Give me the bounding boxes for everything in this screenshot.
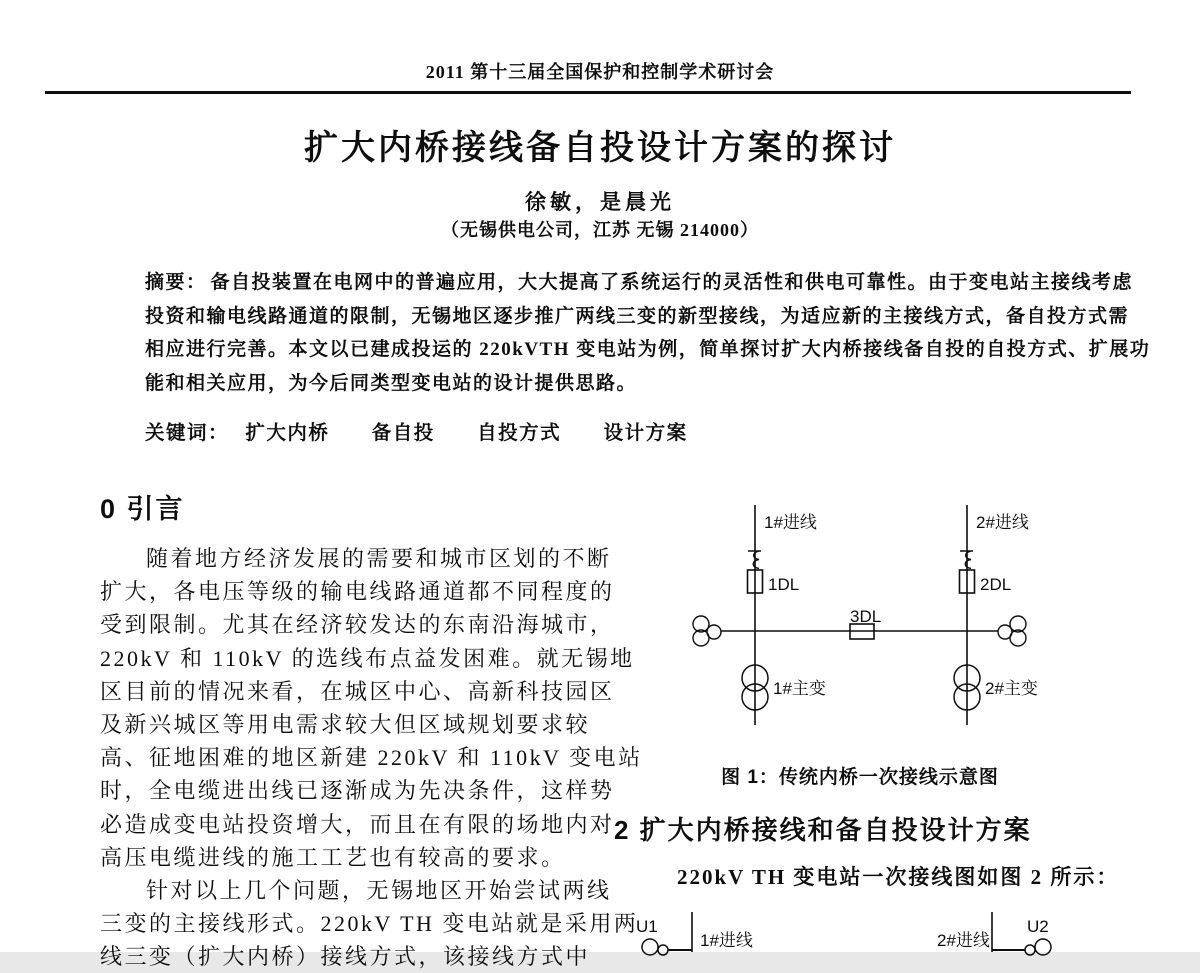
section-2-heading: 2 扩大内桥接线和备自投设计方案 (614, 815, 1032, 845)
intro-line: 扩大，各电压等级的输电线路通道都不同程度的 (100, 579, 615, 605)
paper-title: 扩大内桥接线备自投设计方案的探讨 (304, 129, 896, 167)
bus-end-winding-left (693, 616, 721, 646)
keyword-item: 自投方式 (477, 423, 562, 444)
breaker2-label: 2DL (980, 575, 1012, 594)
intro-line: 高压电缆进线的施工工艺也有较高的要求。 (100, 844, 566, 870)
intro-paragraphs (100, 542, 656, 973)
inlet2-label: 2#进线 (976, 513, 1029, 532)
keyword-item: 扩大内桥 (245, 423, 330, 444)
intro-line: 区目前的情况来看，在城区中心、高新科技园区 (100, 678, 615, 704)
keyword-item: 备自投 (371, 423, 435, 444)
abstract-line: 投资和输电线路通道的限制，无锡地区逐步推广两线三变的新型接线，为适应新的主接线方式，备自投方式需 (145, 305, 1130, 327)
abstract-line (145, 266, 1134, 300)
breaker3-label: 3DL (850, 607, 882, 626)
intro-line: 随着地方经济发展的需要和城市区划的不断 (146, 546, 612, 571)
source-u2-symbol (1025, 939, 1051, 955)
intro-line: 受到限制。尤其在经济较发达的东南沿海城市， (100, 612, 615, 638)
intro-line: 必造成变电站投资增大，而且在有限的场地内对 (100, 811, 615, 837)
affiliation-line: （无锡供电公司，江苏 无锡 214000） (441, 220, 759, 240)
abstract-text: 备自投装置在电网中的普遍应用，大大提高了系统运行的灵活性和供电可靠性。由于变电站主接线考虑 (210, 272, 1134, 293)
conference-header: 2011 第十三届全国保护和控制学术研讨会 (425, 62, 775, 82)
abstract-line: 相应进行完善。本文以已建成投运的 220kVTH 变电站为例，简单探讨扩大内桥接线备自投的自投方式、扩展功 (145, 339, 1151, 361)
source-u2-label: U2 (1027, 917, 1049, 936)
figure1-diagram (680, 497, 1040, 737)
abstract-label: 摘要： (145, 272, 207, 293)
figure1-caption: 图 1：传统内桥一次接线示意图 (721, 767, 999, 788)
abstract-block (145, 266, 1151, 400)
intro-line: 220kV 和 110kV 的选线布点益发困难。就无锡地 (100, 645, 635, 671)
bus-end-winding-right (998, 616, 1026, 646)
keyword-item: 设计方案 (603, 423, 688, 444)
keywords-line (145, 417, 1090, 445)
figure2-diagram (620, 900, 1200, 952)
inlet1-label: 1#进线 (764, 513, 817, 532)
intro-line: 线三变（扩大内桥）接线方式，该接线方式中 (100, 944, 591, 970)
source-u1-label: U1 (636, 917, 658, 936)
inlet2-label: 2#进线 (937, 931, 990, 950)
header-rule (45, 91, 1131, 94)
authors-line: 徐敏，是晨光 (525, 190, 675, 214)
section-0-heading: 0 引言 (100, 494, 185, 524)
intro-line: 及新兴城区等用电需求较大但区域规划要求较 (100, 711, 591, 737)
abstract-line: 能和相关应用，为今后同类型变电站的设计提供思路。 (145, 372, 638, 394)
section-2-lead: 220kV TH 变电站一次接线图如图 2 所示： (677, 865, 1120, 889)
intro-line: 针对以上几个问题，无锡地区开始尝试两线 (146, 877, 612, 903)
inlet1-label: 1#进线 (700, 931, 753, 950)
keywords-label: 关键词： (145, 422, 230, 444)
intro-line: 时，全电缆进出线已逐渐成为先决条件，这样势 (100, 778, 615, 804)
intro-line: 高、征地困难的地区新建 220kV 和 110kV 变电站 (100, 745, 643, 771)
intro-line: 三变的主接线形式。220kV TH 变电站就是采用两 (100, 911, 639, 937)
breaker1-label: 1DL (768, 575, 800, 594)
transformer1-label: 1#主变 (773, 679, 826, 698)
transformer2-label: 2#主变 (985, 679, 1038, 698)
